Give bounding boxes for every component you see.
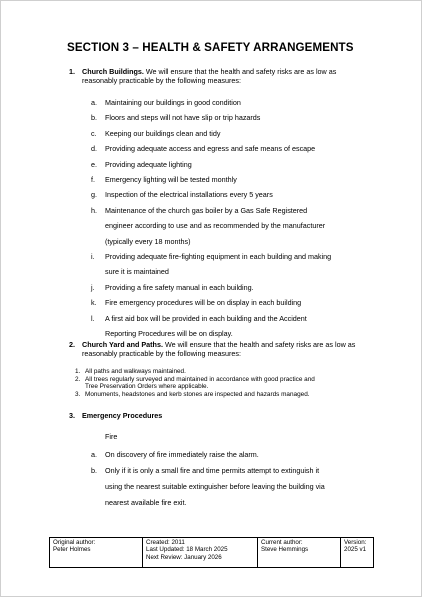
list-item: Keeping our buildings clean and tidy [105,128,221,138]
section-text [82,340,372,358]
list-item: Providing adequate lighting [105,159,192,169]
section-heading: Church Buildings. [82,67,144,76]
list-item-letter: a. [91,450,97,459]
section-number: 2. [69,340,75,349]
list-item-letter: b. [91,113,97,123]
list-item: Emergency lighting will be tested monthly [105,175,237,184]
list-item-letter: g. [91,190,97,200]
list-item-letter: k. [91,298,97,308]
list-item: Providing a fire safety manual in each building. [105,282,254,292]
list-item: Inspection of the electrical installations every 5 years [105,190,273,200]
section-number: 1. [69,67,75,76]
list-item: nearest available fire exit. [105,498,187,507]
list-item: Floors and steps will not have slip or trip hazards [105,113,261,123]
section-intro: We will ensure that the health and safety risks are as low as reasonably practicable by the following measures: [82,67,337,85]
list-item-letter: a. [91,98,97,107]
list-item: Maintaining our buildings in good condition [105,98,241,107]
list-item-letter: b. [91,466,97,475]
list-item-letter: j. [91,282,95,292]
section-church-yard [69,340,372,358]
list-item: using the nearest suitable extinguisher before leaving the building via [105,482,325,491]
list-item: On discovery of fire immediately raise the alarm. [105,450,259,459]
list-item: sure it is maintained [105,267,169,277]
list-item-letter: e. [91,159,97,169]
list-item: Fire emergency procedures will be on display in each building [105,298,302,308]
document-footer-table [49,537,374,568]
page-title: SECTION 3 – HEALTH & SAFETY ARRANGEMENTS [67,41,354,54]
list-item: (typically every 18 months) [105,236,191,246]
section-church-buildings [69,67,372,85]
footer-current-author: Current author: Steve Hemmings [258,538,341,568]
list-item: Providing adequate access and egress and safe means of escape [105,144,316,154]
list-item: Monuments, headstones and kerb stones are inspected and hazards managed. [85,390,310,398]
fire-subheading: Fire [105,432,118,441]
footer-original-author: Original author: Peter Holmes [50,538,143,568]
list-item: All paths and walkways maintained. [85,368,186,375]
list-item: A first aid box will be provided in each building and the Accident [105,313,307,323]
list-item: Providing adequate fire-fighting equipment in each building and making [105,252,332,261]
list-item-letter: d. [91,144,97,154]
list-item: Reporting Procedures will be on display. [105,329,233,338]
footer-version: Version: 2025 v1 [341,538,374,568]
list-item: Only if it is only a small fire and time permits attempt to extinguish it [105,466,320,475]
list-item: Tree Preservation Orders where applicable. [85,383,209,391]
section-number: 3. [69,411,75,420]
list-item-letter: c. [91,128,97,138]
list-item: Maintenance of the church gas boiler by a Gas Safe Registered [105,205,308,215]
list-item-letter: f. [91,175,95,184]
list-item-letter: l. [91,313,95,323]
section-intro: We will ensure that the health and safety risks are as low as reasonably practicable by the following measures: [82,340,356,358]
list-item-letter: h. [91,205,97,215]
footer-dates: Created: 2011 Last Updated: 18 March 2025 Next Review: January 2026 [143,538,258,568]
section-text [82,411,372,420]
section-emergency-procedures [69,411,372,420]
section-heading: Church Yard and Paths. [82,340,163,349]
list-item-number: 3. [75,390,81,398]
list-item: All trees regularly surveyed and maintained in accordance with good practice and [85,375,315,383]
section-heading: Emergency Procedures [82,411,163,420]
list-item-number: 1. [75,368,81,375]
section-text [82,67,372,85]
list-item: engineer according to use and as recommended by the manufacturer [105,221,326,231]
list-item-letter: i. [91,252,95,261]
list-item-number: 2. [75,375,81,383]
